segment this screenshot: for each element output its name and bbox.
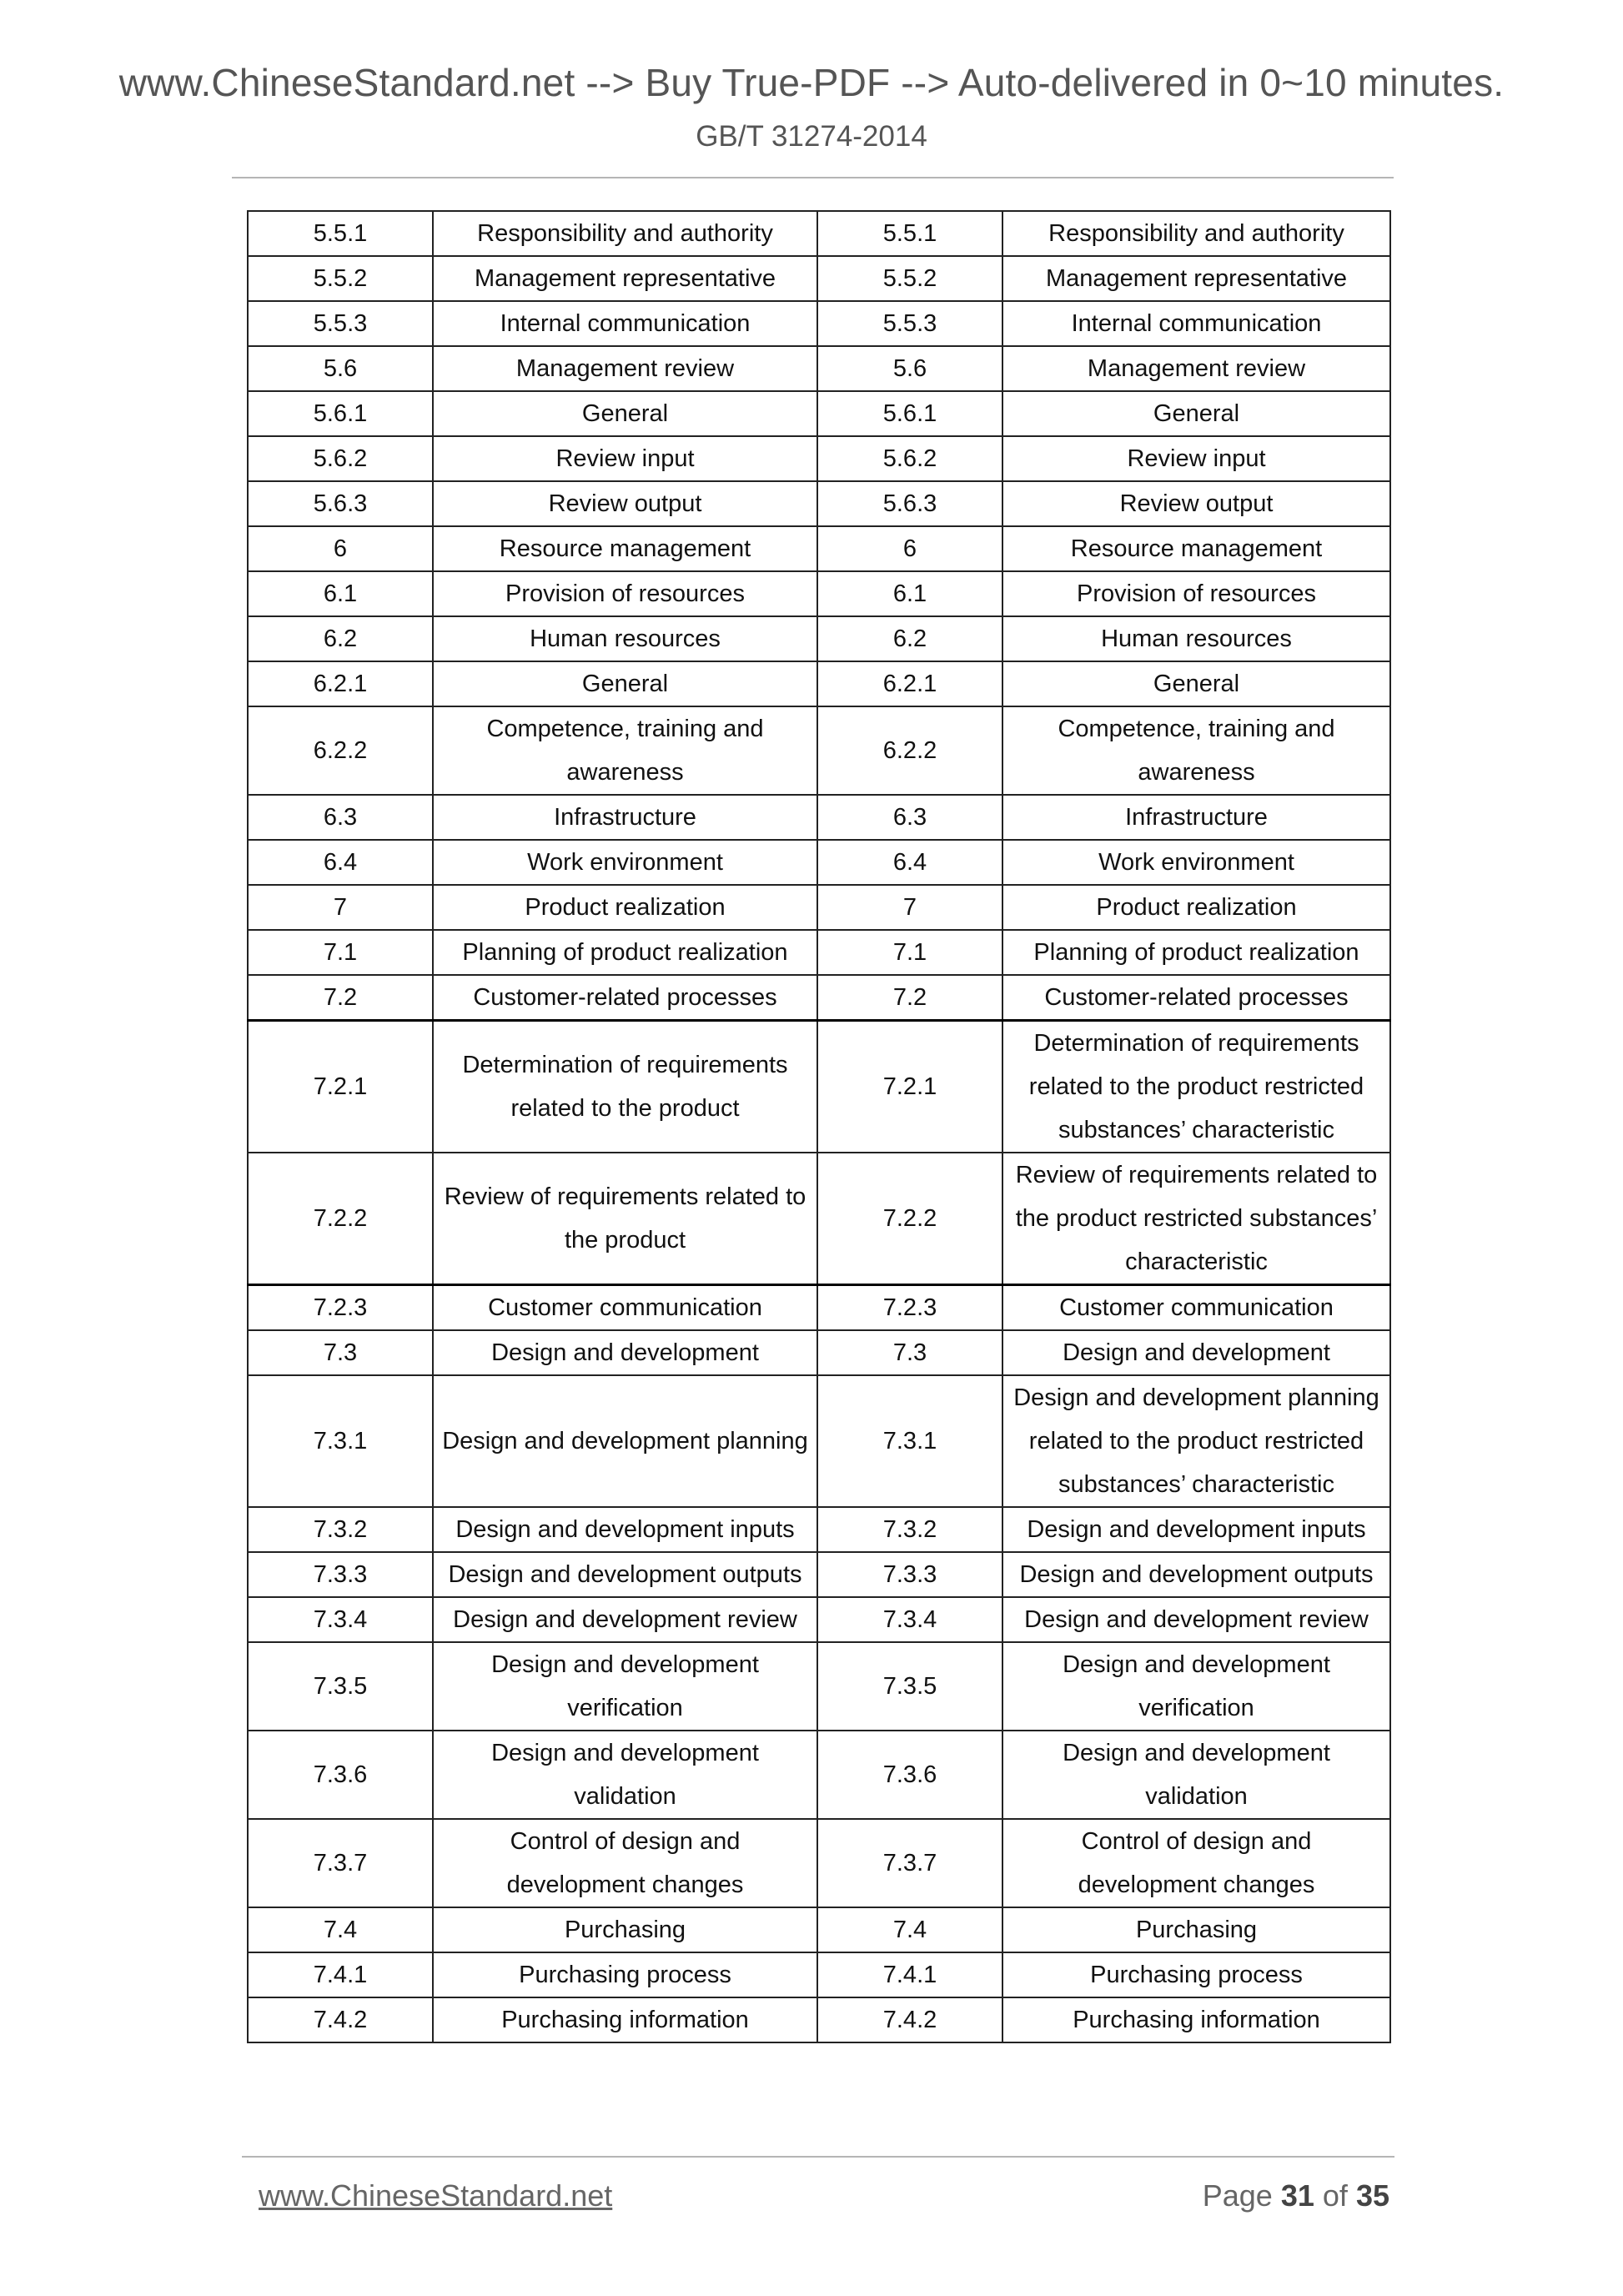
clause-number-left: 7.3.7 [248,1819,433,1907]
clause-title-right: Purchasing process [1002,1952,1390,1997]
clause-number-right: 5.6 [817,346,1002,391]
clause-title-right: Resource management [1002,526,1390,571]
clause-title-left: Customer-related processes [433,975,817,1021]
clause-number-left: 7.3 [248,1330,433,1375]
clause-number-left: 6.1 [248,571,433,616]
footer-divider [242,2156,1394,2158]
clause-title-right: Product realization [1002,885,1390,930]
clause-title-left: Design and development validation [433,1731,817,1819]
header-banner: www.ChineseStandard.net --> Buy True-PDF --> Auto-delivered in 0~10 minutes. [118,61,1505,104]
clause-number-left: 7.2.1 [248,1021,433,1153]
clause-title-right: General [1002,391,1390,436]
clause-title-right: Review of requirements related to the product restricted substances’ characteristic [1002,1153,1390,1285]
clause-number-right: 6.3 [817,795,1002,840]
clause-number-right: 5.6.2 [817,436,1002,481]
clause-title-right: Review input [1002,436,1390,481]
clause-title-left: Review input [433,436,817,481]
clause-title-left: Competence, training and awareness [433,706,817,795]
clause-title-right: Determination of requirements related to the product restricted substances’ characteristic [1002,1021,1390,1153]
clause-title-left: Provision of resources [433,571,817,616]
table-row [248,436,1390,481]
clause-title-left: Design and development inputs [433,1507,817,1552]
clause-number-right: 7.4 [817,1907,1002,1952]
table-row [248,256,1390,301]
clause-number-right: 7.2.1 [817,1021,1002,1153]
clause-number-right: 7.3.1 [817,1375,1002,1507]
table-row [248,571,1390,616]
clause-title-right: Review output [1002,481,1390,526]
clause-title-left: Management representative [433,256,817,301]
table-row [248,706,1390,795]
clause-title-left: Internal communication [433,301,817,346]
clause-title-right: Planning of product realization [1002,930,1390,975]
clause-title-left: Infrastructure [433,795,817,840]
clause-number-left: 5.5.1 [248,211,433,256]
clause-title-left: Design and development review [433,1597,817,1642]
clause-title-right: Infrastructure [1002,795,1390,840]
clause-number-right: 7.4.2 [817,1997,1002,2042]
clause-number-left: 7.3.5 [248,1642,433,1731]
page-total: 35 [1355,2178,1389,2213]
clause-title-right: Design and development planning related to the product restricted substances’ characteristic [1002,1375,1390,1507]
clause-number-left: 5.5.2 [248,256,433,301]
table-row [248,1285,1390,1331]
clause-number-right: 5.5.2 [817,256,1002,301]
clause-number-right: 5.5.3 [817,301,1002,346]
clause-number-left: 5.6.2 [248,436,433,481]
clause-number-right: 5.6.1 [817,391,1002,436]
table-row [248,1819,1390,1907]
table-row [248,975,1390,1021]
clause-number-left: 7.4.1 [248,1952,433,1997]
clause-title-right: Work environment [1002,840,1390,885]
clause-title-left: Design and development [433,1330,817,1375]
clause-title-right: Management review [1002,346,1390,391]
clause-title-left: Design and development verification [433,1642,817,1731]
clause-title-right: Responsibility and authority [1002,211,1390,256]
clause-number-left: 6.3 [248,795,433,840]
clause-number-right: 5.5.1 [817,211,1002,256]
clause-number-right: 7.2.2 [817,1153,1002,1285]
clause-title-left: Management review [433,346,817,391]
clause-number-left: 7.2 [248,975,433,1021]
table-row [248,301,1390,346]
clause-number-right: 7.3 [817,1330,1002,1375]
clause-number-right: 7.2 [817,975,1002,1021]
clause-title-right: Design and development validation [1002,1731,1390,1819]
table-row [248,1021,1390,1153]
clause-title-right: General [1002,661,1390,706]
clause-title-left: Purchasing information [433,1997,817,2042]
page-number [1203,2178,1389,2213]
clause-number-right: 6.1 [817,571,1002,616]
table-row [248,211,1390,256]
clause-number-left: 7.3.6 [248,1731,433,1819]
clause-title-right: Purchasing [1002,1907,1390,1952]
table-row [248,1552,1390,1597]
table-row [248,885,1390,930]
table-row [248,1330,1390,1375]
clause-number-right: 5.6.3 [817,481,1002,526]
clause-title-right: Design and development verification [1002,1642,1390,1731]
table-row [248,1997,1390,2042]
clause-number-left: 5.6 [248,346,433,391]
header-divider [232,177,1394,178]
table-row [248,1731,1390,1819]
clause-number-right: 7.3.5 [817,1642,1002,1731]
table-row [248,840,1390,885]
clause-comparison-table-container [247,210,1389,2043]
clause-title-left: Work environment [433,840,817,885]
clause-number-left: 6.2 [248,616,433,661]
table-row [248,1597,1390,1642]
clause-number-left: 6.4 [248,840,433,885]
clause-number-left: 7 [248,885,433,930]
clause-number-left: 5.5.3 [248,301,433,346]
clause-number-left: 7.2.2 [248,1153,433,1285]
table-row [248,616,1390,661]
clause-title-right: Management representative [1002,256,1390,301]
table-row [248,481,1390,526]
footer-site-link[interactable]: www.ChineseStandard.net [259,2178,613,2213]
clause-number-left: 7.4 [248,1907,433,1952]
clause-number-right: 6.4 [817,840,1002,885]
page-current: 31 [1280,2178,1314,2213]
table-row [248,661,1390,706]
clause-number-right: 6.2.1 [817,661,1002,706]
clause-number-right: 6.2.2 [817,706,1002,795]
clause-title-left: Customer communication [433,1285,817,1331]
clause-comparison-table [247,210,1391,2043]
clause-title-right: Provision of resources [1002,571,1390,616]
clause-number-right: 7.1 [817,930,1002,975]
clause-title-left: Purchasing process [433,1952,817,1997]
table-row [248,346,1390,391]
clause-number-left: 6.2.2 [248,706,433,795]
clause-title-right: Internal communication [1002,301,1390,346]
clause-number-right: 7.3.6 [817,1731,1002,1819]
clause-title-left: Design and development outputs [433,1552,817,1597]
table-row [248,526,1390,571]
table-body [248,211,1390,2042]
clause-number-right: 7.3.4 [817,1597,1002,1642]
table-row [248,391,1390,436]
clause-number-left: 5.6.1 [248,391,433,436]
clause-number-left: 7.1 [248,930,433,975]
clause-number-left: 7.2.3 [248,1285,433,1331]
page-of: of [1322,2178,1348,2213]
clause-title-left: Product realization [433,885,817,930]
clause-number-left: 7.3.4 [248,1597,433,1642]
clause-number-right: 7 [817,885,1002,930]
clause-number-right: 6.2 [817,616,1002,661]
clause-number-left: 7.3.1 [248,1375,433,1507]
clause-number-left: 7.3.2 [248,1507,433,1552]
clause-title-right: Design and development outputs [1002,1552,1390,1597]
clause-title-left: Review of requirements related to the product [433,1153,817,1285]
table-row [248,1375,1390,1507]
clause-title-right: Competence, training and awareness [1002,706,1390,795]
clause-title-left: Determination of requirements related to the product [433,1021,817,1153]
clause-title-right: Customer communication [1002,1285,1390,1331]
clause-title-left: Review output [433,481,817,526]
clause-title-left: Responsibility and authority [433,211,817,256]
clause-number-right: 7.3.2 [817,1507,1002,1552]
table-row [248,795,1390,840]
clause-number-left: 7.3.3 [248,1552,433,1597]
clause-number-right: 7.3.7 [817,1819,1002,1907]
page-label: Page [1202,2178,1273,2213]
clause-title-left: Control of design and development changes [433,1819,817,1907]
clause-title-right: Design and development [1002,1330,1390,1375]
table-row [248,1507,1390,1552]
clause-title-left: Planning of product realization [433,930,817,975]
clause-title-left: Purchasing [433,1907,817,1952]
clause-title-right: Human resources [1002,616,1390,661]
table-row [248,1153,1390,1285]
clause-title-right: Design and development inputs [1002,1507,1390,1552]
table-row [248,1642,1390,1731]
clause-title-left: General [433,391,817,436]
clause-title-left: General [433,661,817,706]
clause-title-right: Purchasing information [1002,1997,1390,2042]
standard-code: GB/T 31274-2014 [696,120,927,153]
clause-number-left: 6 [248,526,433,571]
clause-title-left: Design and development planning [433,1375,817,1507]
clause-number-left: 7.4.2 [248,1997,433,2042]
table-row [248,1952,1390,1997]
clause-number-left: 6.2.1 [248,661,433,706]
clause-title-left: Human resources [433,616,817,661]
clause-number-right: 7.2.3 [817,1285,1002,1331]
clause-number-right: 7.4.1 [817,1952,1002,1997]
clause-title-right: Design and development review [1002,1597,1390,1642]
clause-number-right: 6 [817,526,1002,571]
table-row [248,930,1390,975]
clause-title-right: Control of design and development changes [1002,1819,1390,1907]
clause-number-right: 7.3.3 [817,1552,1002,1597]
clause-title-right: Customer-related processes [1002,975,1390,1021]
table-row [248,1907,1390,1952]
clause-title-left: Resource management [433,526,817,571]
clause-number-left: 5.6.3 [248,481,433,526]
